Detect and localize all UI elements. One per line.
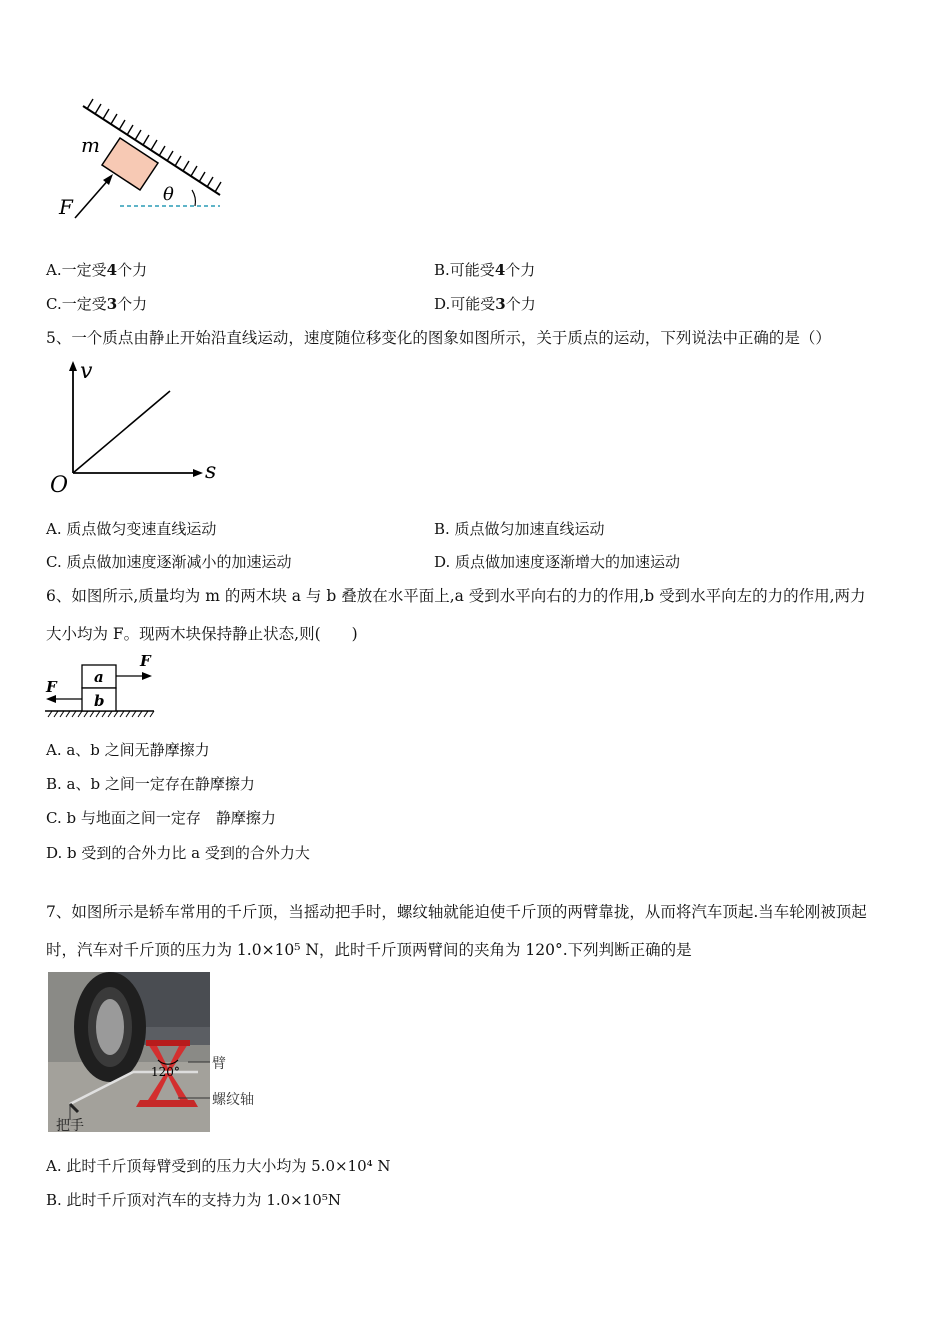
photo-handle-label: 把手 — [56, 1118, 84, 1134]
block-a-label: a — [94, 668, 104, 686]
q6-option-b: B. a、b 之间一定存在静摩擦力 — [46, 775, 255, 793]
label-F: F — [59, 195, 73, 219]
photo-arm-label: 臂 — [212, 1056, 226, 1072]
photo-screw-label: 螺纹轴 — [212, 1092, 254, 1108]
q7-option-b: B. 此时千斤顶对汽车的支持力为 1.0×10⁵N — [46, 1191, 341, 1209]
graph-x-label: s — [205, 459, 217, 484]
q6-option-a: A. a、b 之间无静摩擦力 — [46, 741, 210, 759]
q7-stem-line2: 时，汽车对千斤顶的压力为 1.0×10⁵ N，此时千斤顶两臂间的夹角为 120°.下列判断正确的是 — [46, 941, 692, 959]
q6-stem-line2: 大小均为 F。现两木块保持静止状态,则( ) — [46, 625, 358, 643]
photo-angle-label: 120° — [151, 1065, 180, 1079]
force-left-label: F — [46, 678, 57, 696]
q5-option-d: D. 质点做加速度逐渐增大的加速运动 — [434, 553, 681, 571]
velocity-displacement-graph — [45, 358, 225, 498]
q4-option-b: B.可能受4个力 — [434, 261, 536, 279]
q7-option-a: A. 此时千斤顶每臂受到的压力大小均为 5.0×10⁴ N — [46, 1157, 391, 1175]
q4-option-a: A.一定受4个力 — [46, 261, 148, 279]
q6-stem-line1: 6、如图所示,质量均为 m 的两木块 a 与 b 叠放在水平面上,a 受到水平向右的力的作用,b 受到水平向左的力的作用,两力 — [46, 587, 866, 605]
label-theta: θ — [163, 184, 174, 205]
car-jack-photo — [48, 972, 260, 1134]
q6-option-c: C. b 与地面之间一定存 静摩擦力 — [46, 809, 276, 827]
graph-origin: O — [50, 473, 69, 498]
block-b-label: b — [94, 692, 105, 710]
q5-option-b: B. 质点做匀加速直线运动 — [434, 520, 605, 538]
incline-force-figure — [55, 98, 235, 223]
graph-y-label: v — [80, 359, 93, 384]
stacked-blocks-figure — [42, 650, 162, 720]
q5-option-c: C. 质点做加速度逐渐减小的加速运动 — [46, 553, 292, 571]
q6-option-d: D. b 受到的合外力比 a 受到的合外力大 — [46, 844, 310, 862]
label-m: m — [81, 133, 100, 157]
q4-option-c: C.一定受3个力 — [46, 295, 148, 313]
q5-stem: 5、一个质点由静止开始沿直线运动，速度随位移变化的图象如图所示，关于质点的运动，下列说法中正确的是（） — [46, 329, 831, 347]
q7-stem-line1: 7、如图所示是轿车常用的千斤顶，当摇动把手时，螺纹轴就能迫使千斤顶的两臂靠拢，从而将汽车顶起.当车轮刚被顶起 — [46, 903, 867, 921]
q4-option-d: D.可能受3个力 — [434, 295, 536, 313]
force-right-label: F — [140, 652, 151, 670]
q5-option-a: A. 质点做匀变速直线运动 — [46, 520, 217, 538]
